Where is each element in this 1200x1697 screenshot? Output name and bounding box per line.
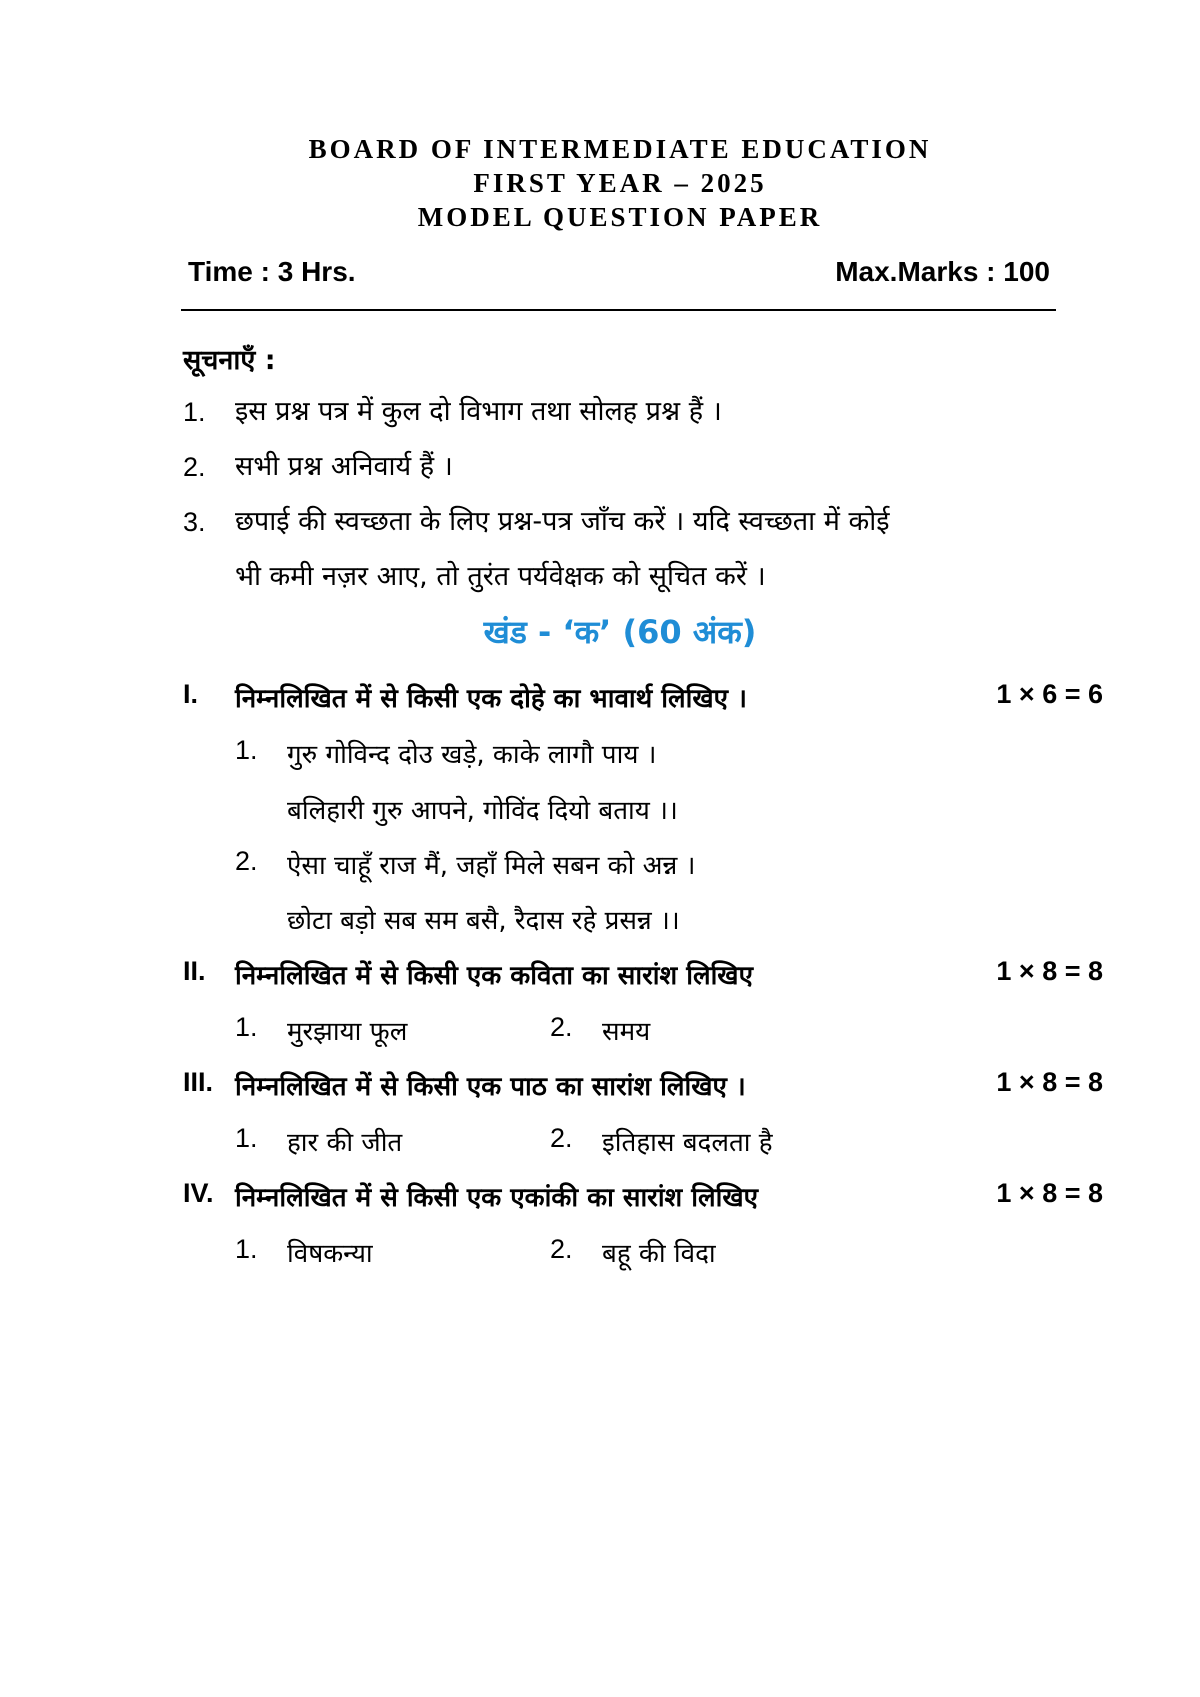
year-line: FIRST YEAR – 2025 [473,168,767,198]
question-marks: 1 × 8 = 8 [996,1178,1103,1208]
item-text: समय [602,1017,651,1047]
max-marks-label: Max.Marks : 100 [835,256,1050,287]
instruction-number: 2. [183,452,206,482]
paper-title: MODEL QUESTION PAPER [417,202,823,232]
item-number: 2. [550,1012,573,1042]
doha-line: छोटा बड़ो सब सम बसै, रैदास रहे प्रसन्न ।। [287,906,680,936]
instruction-text: सभी प्रश्न अनिवार्य हैं । [235,451,453,482]
instruction-text: भी कमी नज़र आए, तो तुरंत पर्यवेक्षक को सूचित करें । [235,561,766,592]
item-number: 2. [550,1234,573,1264]
instruction-number: 3. [183,507,206,537]
item-number: 1. [235,1234,258,1264]
question-number: I. [183,679,199,709]
header-divider [181,309,1056,311]
item-text: बहू की विदा [602,1239,716,1269]
question-number: IV. [183,1178,214,1208]
instructions-title: सूचनाएँ : [183,345,276,376]
instruction-text: छपाई की स्वच्छता के लिए प्रश्न-पत्र जाँच करें । यदि स्वच्छता में कोई [235,506,890,537]
time-label: Time : 3 Hrs. [188,256,356,287]
paper-header [180,132,1060,234]
question-number: II. [183,956,206,986]
question-2 [183,956,1103,996]
instruction-number: 1. [183,397,206,427]
question-number: III. [183,1067,214,1097]
question-text: निम्नलिखित में से किसी एक दोहे का भावार्थ लिखिए । [235,684,747,714]
question-marks: 1 × 8 = 8 [996,1067,1103,1097]
item-text: इतिहास बदलता है [602,1128,773,1158]
item-text: हार की जीत [287,1128,403,1158]
item-text: विषकन्या [287,1239,373,1269]
instruction-text: इस प्रश्न पत्र में कुल दो विभाग तथा सोलह प्रश्न हैं । [235,396,722,427]
item-text: गुरु गोविन्द दोउ खड़े, काके लागौ पाय । [287,740,657,770]
question-text: निम्नलिखित में से किसी एक पाठ का सारांश लिखिए । [235,1072,746,1102]
item-number: 1. [235,1123,258,1153]
item-text: मुरझाया फूल [287,1017,408,1047]
question-3 [183,1067,1103,1107]
section-a-title: खंड - ‘क’ (60 अंक) [483,613,757,651]
question-text: निम्नलिखित में से किसी एक कविता का सारांश लिखिए [235,961,753,991]
doha-line: बलिहारी गुरु आपने, गोविंद दियो बताय ।। [287,796,678,826]
item-number: 1. [235,1012,258,1042]
question-1 [183,679,1103,719]
item-number: 1. [235,735,258,765]
item-text: ऐसा चाहूँ राज मैं, जहाँ मिले सबन को अन्न । [287,851,696,881]
item-number: 2. [235,846,258,876]
exam-meta [188,256,1050,288]
question-4 [183,1178,1103,1218]
board-name: BOARD OF INTERMEDIATE EDUCATION [308,134,932,164]
question-marks: 1 × 8 = 8 [996,956,1103,986]
question-marks: 1 × 6 = 6 [996,679,1103,709]
item-number: 2. [550,1123,573,1153]
question-text: निम्नलिखित में से किसी एक एकांकी का सारांश लिखिए [235,1183,759,1213]
